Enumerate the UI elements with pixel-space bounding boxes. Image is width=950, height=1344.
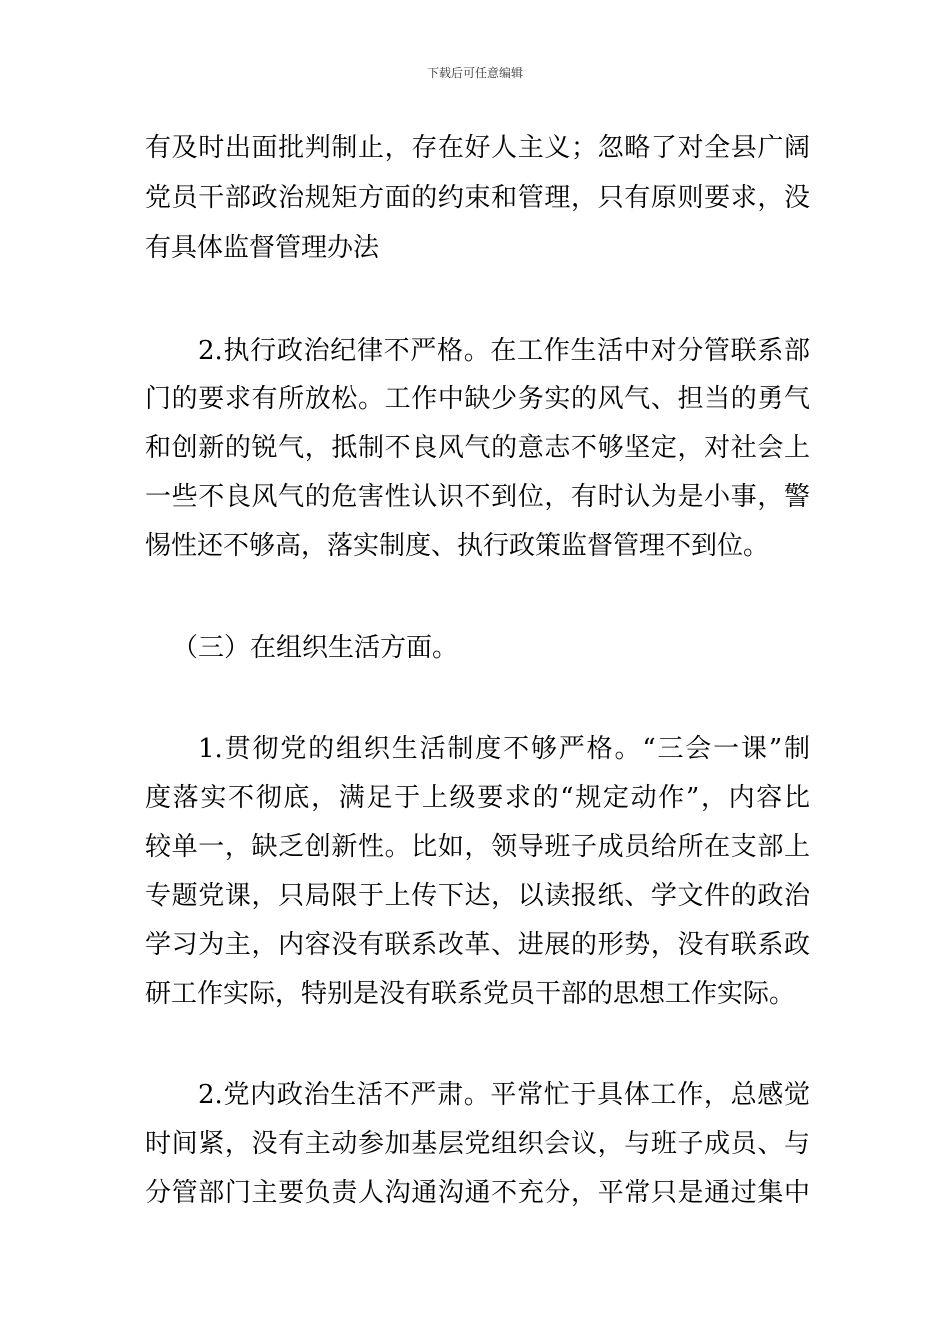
paragraph-2-line-3: 和创新的锐气，抵制不良风气的意志不够坚定，对社会上 [145, 433, 810, 463]
paragraph-3-line-1: 1.贯彻党的组织生活制度不够严格。“三会一课”制 [198, 734, 810, 764]
paragraph-3-line-6: 研工作实际，特别是没有联系党员干部的思想工作实际。 [145, 979, 796, 1009]
paragraph-2-line-2: 门的要求有所放松。工作中缺少务实的风气、担当的勇气 [145, 384, 810, 414]
paragraph-3-line-5: 学习为主，内容没有联系改革、进展的形势，没有联系政 [145, 930, 810, 960]
paragraph-2-line-5: 惕性还不够高，落实制度、执行政策监督管理不到位。 [145, 531, 770, 561]
paragraph-1-line-3: 有具体监督管理办法 [145, 233, 380, 263]
section-heading: （三）在组织生活方面。 [172, 633, 459, 663]
paragraph-3-line-4: 专题党课，只局限于上传下达，以读报纸、学文件的政治 [145, 881, 810, 911]
paragraph-3-line-3: 较单一，缺乏创新性。比如，领导班子成员给所在支部上 [145, 832, 810, 862]
page-header: 下载后可任意编辑 [426, 66, 523, 80]
paragraph-4-line-1: 2.党内政治生活不严肃。平常忙于具体工作，总感觉 [198, 1080, 810, 1110]
paragraph-1-line-1: 有及时出面批判制止，存在好人主义；忽略了对全县广阔 [145, 133, 810, 163]
paragraph-4-line-2: 时间紧，没有主动参加基层党组织会议，与班子成员、与 [145, 1129, 810, 1159]
paragraph-1-line-2: 党员干部政治规矩方面的约束和管理，只有原则要求，没 [145, 183, 810, 213]
paragraph-3-line-2: 度落实不彻底，满足于上级要求的“规定动作”，内容比 [145, 783, 810, 813]
paragraph-2-line-1: 2.执行政治纪律不严格。在工作生活中对分管联系部 [198, 336, 810, 366]
paragraph-4-line-3: 分管部门主要负责人沟通沟通不充分，平常只是通过集中 [145, 1178, 810, 1208]
paragraph-2-line-4: 一些不良风气的危害性认识不到位，有时认为是小事，警 [145, 482, 810, 512]
